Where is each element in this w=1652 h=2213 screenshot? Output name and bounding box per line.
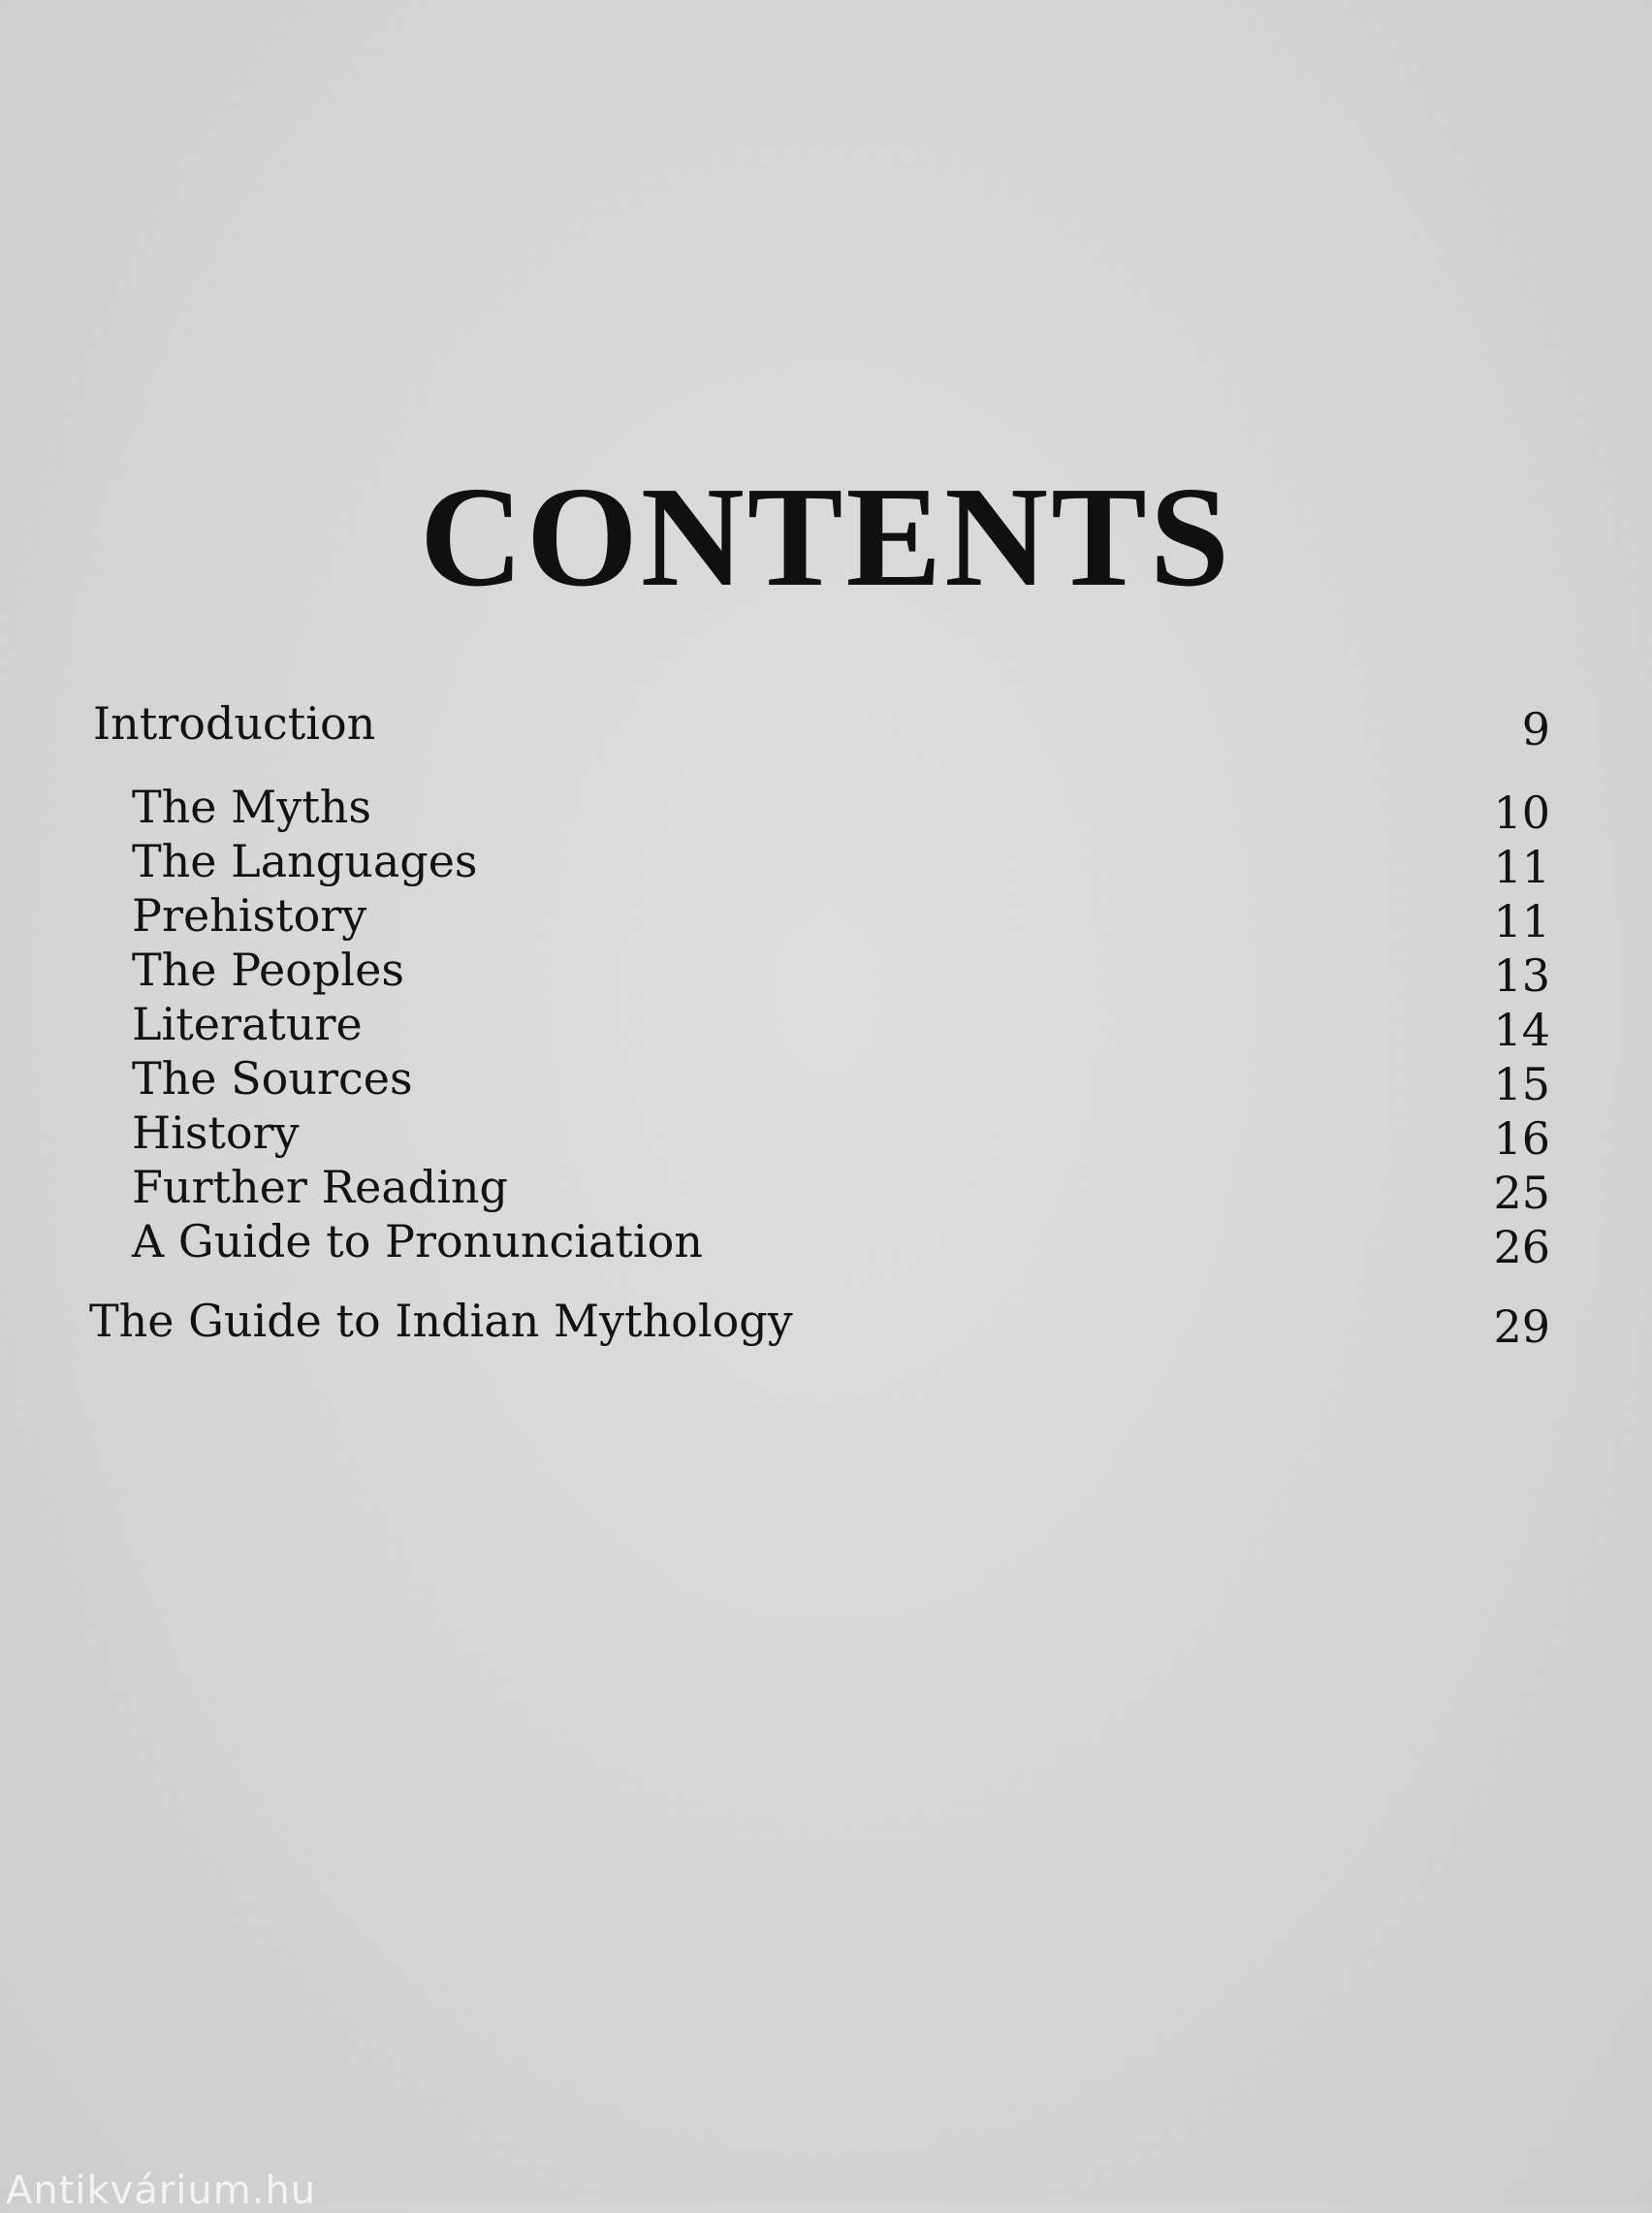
- toc-entry-page: 10: [1493, 786, 1550, 839]
- toc-entry-label: Introduction: [93, 697, 376, 750]
- toc-entry-page: 11: [1493, 841, 1550, 893]
- toc-entry-label: Further Reading: [132, 1161, 508, 1213]
- toc-entry-label: The Myths: [132, 781, 371, 833]
- toc-entry-page: 14: [1493, 1004, 1550, 1056]
- toc-entry-label: The Guide to Indian Mythology: [89, 1295, 793, 1347]
- toc-entry-label: History: [132, 1106, 300, 1159]
- toc-entry: [0, 696, 1652, 754]
- toc-entry-page: 15: [1493, 1058, 1550, 1110]
- toc-entry: [0, 1051, 1652, 1109]
- toc-entry-page: 11: [1493, 895, 1550, 947]
- toc-entry-page: 26: [1493, 1221, 1550, 1273]
- toc-entry-page: 29: [1493, 1300, 1550, 1353]
- toc-entry-page: 16: [1493, 1112, 1550, 1165]
- toc-entry-label: A Guide to Pronunciation: [132, 1215, 703, 1267]
- toc-entry: [0, 1106, 1652, 1164]
- toc-entry-label: The Sources: [132, 1052, 413, 1105]
- toc-entry: [0, 888, 1652, 946]
- toc-entry: [0, 1214, 1652, 1272]
- toc-entry-label: The Peoples: [132, 944, 404, 996]
- toc-entry-page: 25: [1493, 1167, 1550, 1219]
- toc-entry-label: The Languages: [132, 835, 478, 887]
- toc-entry-page: 13: [1493, 949, 1550, 1002]
- toc-entry-label: Literature: [132, 998, 363, 1050]
- watermark: Antikvárium.hu: [6, 2168, 317, 2213]
- toc-entry-page: 9: [1521, 703, 1550, 755]
- toc-entry: [0, 1160, 1652, 1218]
- toc-entry-label: Prehistory: [132, 889, 367, 942]
- toc-entry: [0, 834, 1652, 892]
- toc-entry: [0, 780, 1652, 838]
- page-title: CONTENTS: [419, 458, 1233, 617]
- toc-entry: [0, 997, 1652, 1055]
- toc-entry: [0, 943, 1652, 1001]
- toc-entry: [0, 1294, 1652, 1352]
